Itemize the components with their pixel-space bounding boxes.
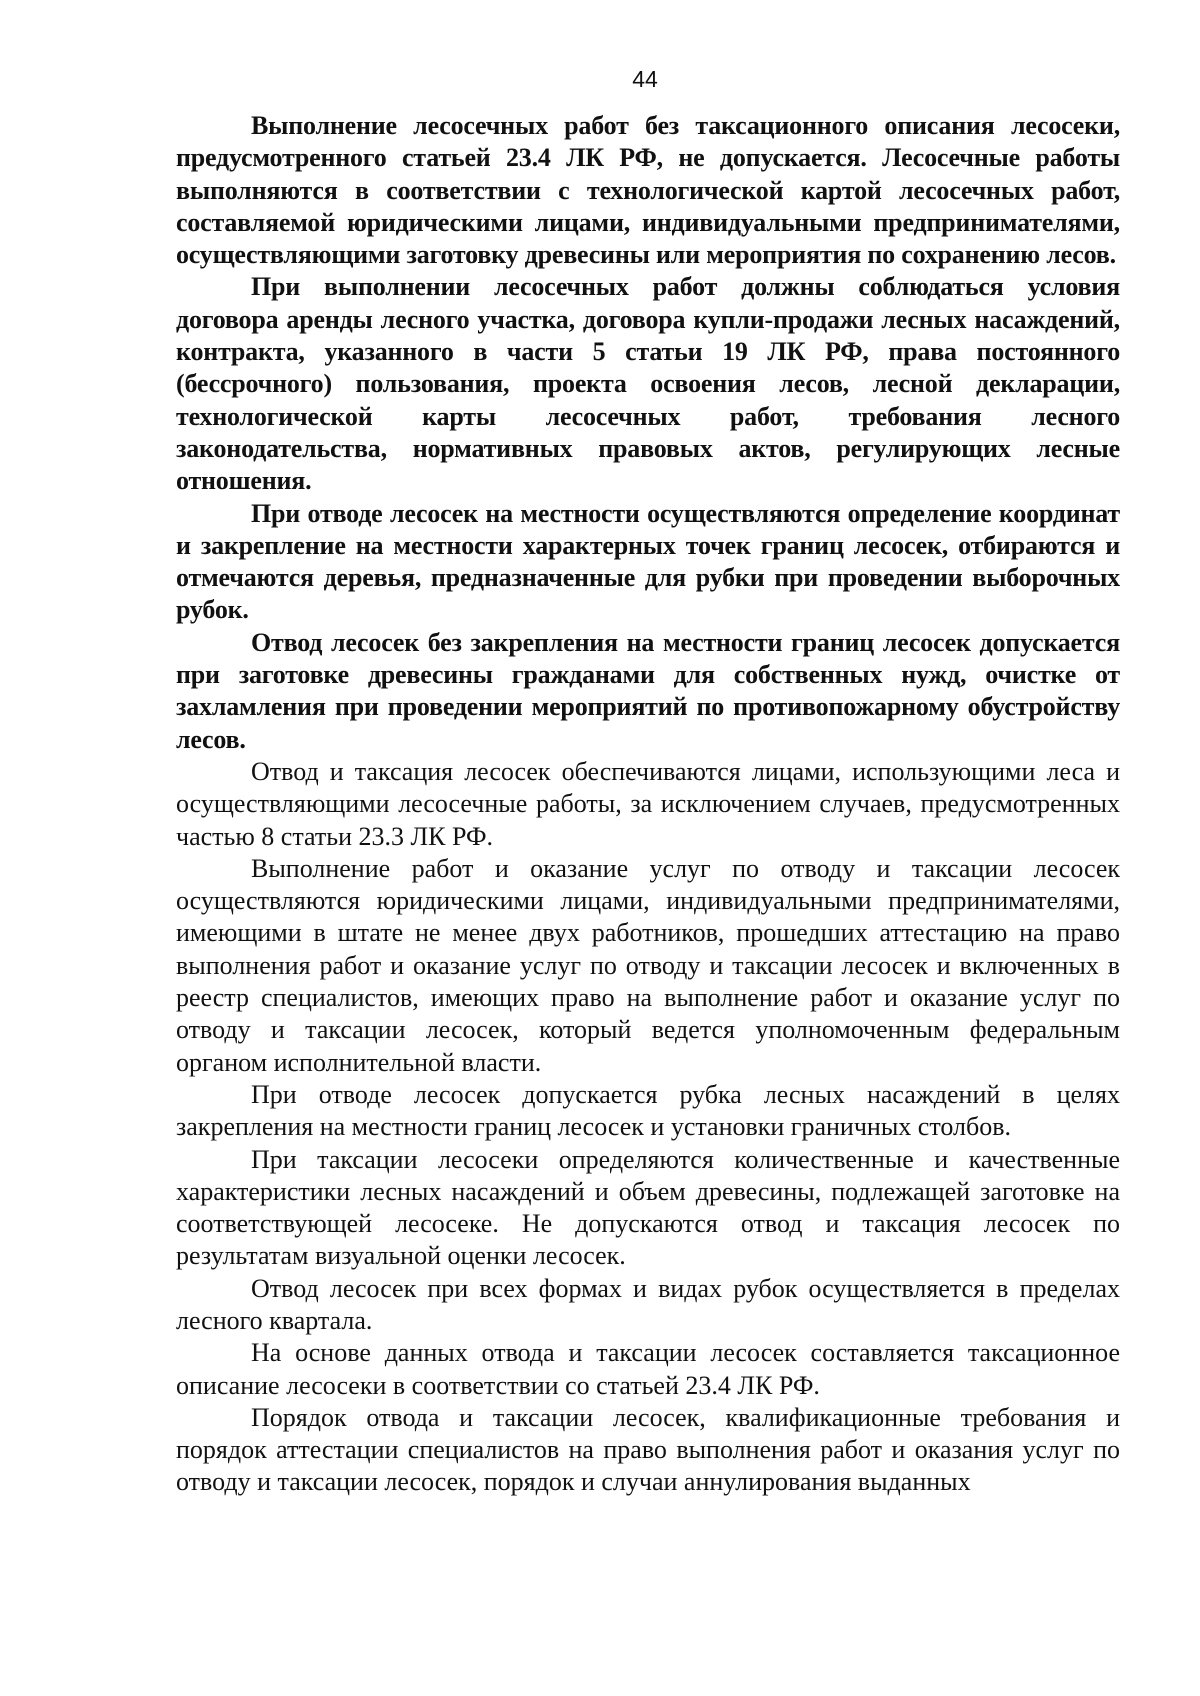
paragraph-1: Выполнение лесосечных работ без таксационного описания лесосеки, предусмотренного статьей 23.4 ЛК РФ, не допускается. Лесосечные работы выполняются в соответствии с технологической картой лесосечных работ, составляемой юридическими лицами, индивидуальными предпринимателями, осуществляющими заготовку древесины или мероприятия по сохранению лесов.	[176, 111, 1120, 270]
paragraph-3: При отводе лесосек на местности осуществляются определение координат и закрепление на местности характерных точек границ лесосек, отбираются и отмечаются деревья, предназначенные для рубки при проведении выборочных рубок.	[176, 498, 1120, 625]
paragraph-9: Отвод лесосек при всех формах и видах рубок осуществляется в пределах лесного квартала.	[176, 1273, 1120, 1335]
paragraph-4: Отвод лесосек без закрепления на местности границ лесосек допускается при заготовке древесины гражданами для собственных нужд, очистке от захламления при проведении мероприятий по противопожарному обустройству лесов.	[176, 627, 1120, 754]
paragraph-8: При таксации лесосеки определяются количественные и качественные характеристики лесных насаждений и объем древесины, подлежащей заготовке на соответствующей лесосеке. Не допускаются отвод и таксация лесосек по результатам визуальной оценки лесосек.	[176, 1144, 1120, 1271]
page-number: 44	[632, 66, 658, 92]
paragraph-2: При выполнении лесосечных работ должны соблюдаться условия договора аренды лесного участка, договора купли-продажи лесных насаждений, контракта, указанного в части 5 статьи 19 ЛК РФ, права постоянного (бессрочного) пользования, проекта освоения лесов, лесной декларации, технологической карты лесосечных работ, требования лесного законодательства, нормативных правовых актов, регулирующих лесные отношения.	[176, 272, 1120, 496]
paragraph-5: Отвод и таксация лесосек обеспечиваются лицами, использующими леса и осуществляющими лесосечные работы, за исключением случаев, предусмотренных частью 8 статьи 23.3 ЛК РФ.	[176, 756, 1120, 851]
document-body	[176, 110, 1120, 1499]
paragraph-10: На основе данных отвода и таксации лесосек составляется таксационное описание лесосеки в соответствии со статьей 23.4 ЛК РФ.	[176, 1338, 1120, 1400]
paragraph-6: Выполнение работ и оказание услуг по отводу и таксации лесосек осуществляются юридическими лицами, индивидуальными предпринимателями, имеющими в штате не менее двух работников, прошедших аттестацию на право выполнения работ и оказание услуг по отводу и таксации лесосек и включенных в реестр специалистов, имеющих право на выполнение работ и оказание услуг по отводу и таксации лесосек, который ведется уполномоченным федеральным органом исполнительной власти.	[176, 853, 1120, 1077]
paragraph-7: При отводе лесосек допускается рубка лесных насаждений в целях закрепления на местности границ лесосек и установки граничных столбов.	[176, 1079, 1120, 1142]
paragraph-11: Порядок отвода и таксации лесосек, квалификационные требования и порядок аттестации специалистов на право выполнения работ и оказания услуг по отводу и таксации лесосек, порядок и случаи аннулирования выданных	[176, 1402, 1120, 1497]
